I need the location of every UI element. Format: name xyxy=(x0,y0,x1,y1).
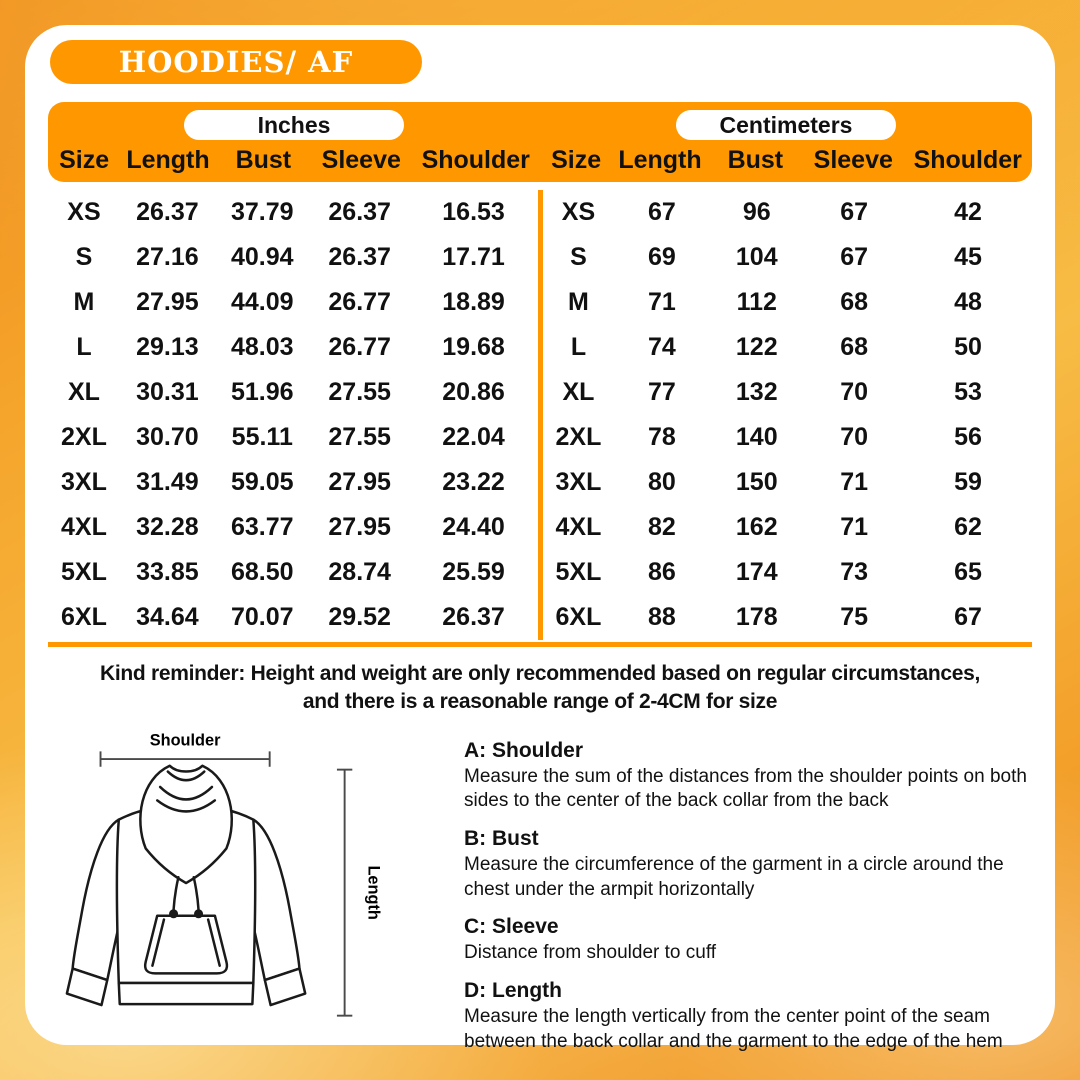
length-cell: 34.64 xyxy=(136,603,199,631)
length-cell: 27.95 xyxy=(136,288,199,316)
column-header: Length xyxy=(126,146,210,174)
sleeve-cell: 67 xyxy=(840,198,869,226)
size-cell: S xyxy=(570,243,587,271)
table-row xyxy=(543,190,1033,235)
bust-cell: 122 xyxy=(735,333,778,361)
centimeters-header xyxy=(540,102,1032,182)
centimeters-pill: Centimeters xyxy=(676,110,896,140)
length-cell: 29.13 xyxy=(136,333,199,361)
length-cell: 80 xyxy=(647,468,676,496)
shoulder-cell: 65 xyxy=(954,558,982,586)
sleeve-cell: 27.95 xyxy=(328,468,391,496)
length-cell: 27.16 xyxy=(136,243,199,271)
column-header: Sleeve xyxy=(321,146,401,174)
length-cell: 32.28 xyxy=(136,513,199,541)
table-row xyxy=(48,370,538,415)
size-cell: XL xyxy=(67,378,100,406)
shoulder-cell: 25.59 xyxy=(442,558,505,586)
column-header: Shoulder xyxy=(421,146,530,174)
shoulder-cell: 20.86 xyxy=(442,378,505,406)
length-cell: 69 xyxy=(647,243,676,271)
sleeve-cell: 71 xyxy=(840,513,869,541)
length-cell: 30.70 xyxy=(136,423,199,451)
shoulder-cell: 18.89 xyxy=(442,288,505,316)
shoulder-cell: 26.37 xyxy=(442,603,505,631)
instruction-item xyxy=(464,915,1028,966)
sleeve-cell: 75 xyxy=(840,603,869,631)
shoulder-cell: 24.40 xyxy=(442,513,505,541)
sleeve-cell: 28.74 xyxy=(328,558,391,586)
bust-cell: 48.03 xyxy=(230,333,294,361)
product-title-pill xyxy=(50,40,422,84)
size-cell: M xyxy=(568,288,589,316)
shoulder-cell: 22.04 xyxy=(442,423,505,451)
instruction-body: Distance from shoulder to cuff xyxy=(464,942,717,964)
centimeters-table xyxy=(543,190,1033,640)
instruction-title: B: Bust xyxy=(464,827,539,851)
shoulder-cell: 23.22 xyxy=(442,468,505,496)
shoulder-cell: 56 xyxy=(954,423,982,451)
length-cell: 33.85 xyxy=(136,558,199,586)
bust-cell: 150 xyxy=(735,468,778,496)
instruction-item xyxy=(464,979,1028,1054)
shoulder-cell: 67 xyxy=(954,603,982,631)
size-cell: 4XL xyxy=(61,513,107,541)
bust-cell: 96 xyxy=(742,198,771,226)
column-header: Shoulder xyxy=(913,146,1022,174)
table-row xyxy=(543,460,1033,505)
shoulder-cell: 16.53 xyxy=(442,198,505,226)
horizontal-divider xyxy=(48,642,1032,647)
bust-cell: 174 xyxy=(735,558,778,586)
hoodie-outline xyxy=(67,765,305,1004)
column-header: Bust xyxy=(235,146,292,174)
inches-table xyxy=(48,190,538,640)
sleeve-cell: 71 xyxy=(840,468,869,496)
instruction-body: Measure the sum of the distances from the shoulder points on both sides to the center of the back collar from the back xyxy=(464,765,1027,812)
bust-cell: 59.05 xyxy=(230,468,294,496)
column-header: Size xyxy=(551,146,602,174)
sleeve-cell: 29.52 xyxy=(328,603,391,631)
sleeve-cell: 26.77 xyxy=(328,288,391,316)
table-row xyxy=(543,550,1033,595)
instruction-title: A: Shoulder xyxy=(464,738,583,762)
column-header: Bust xyxy=(727,146,784,174)
bust-cell: 63.77 xyxy=(230,513,294,541)
shoulder-cell: 59 xyxy=(954,468,982,496)
instruction-item xyxy=(464,739,1028,814)
sleeve-cell: 73 xyxy=(840,558,869,586)
sleeve-cell: 27.55 xyxy=(328,378,391,406)
column-header: Length xyxy=(618,146,702,174)
size-cell: 5XL xyxy=(555,558,602,586)
size-cell: M xyxy=(73,288,95,316)
length-cell: 26.37 xyxy=(136,198,199,226)
bust-cell: 68.50 xyxy=(230,558,294,586)
bust-cell: 104 xyxy=(735,243,778,271)
table-row xyxy=(543,370,1033,415)
table-row xyxy=(543,415,1033,460)
shoulder-cell: 50 xyxy=(954,333,982,361)
centimeters-column-headers xyxy=(540,146,1032,175)
table-row xyxy=(543,235,1033,280)
sleeve-cell: 26.37 xyxy=(328,243,391,271)
length-cell: 82 xyxy=(647,513,676,541)
inches-header xyxy=(48,102,540,182)
size-cell: 3XL xyxy=(555,468,602,496)
sleeve-cell: 68 xyxy=(840,333,869,361)
reminder-line-2: and there is a reasonable range of 2-4CM for size xyxy=(302,690,778,714)
size-cell: 6XL xyxy=(61,603,107,631)
measuring-instructions xyxy=(440,731,1032,1068)
length-cell: 67 xyxy=(647,198,676,226)
length-cell: 74 xyxy=(647,333,676,361)
table-row xyxy=(48,460,538,505)
bust-cell: 162 xyxy=(735,513,778,541)
size-cell: L xyxy=(76,333,92,361)
sleeve-cell: 26.37 xyxy=(328,198,391,226)
table-row xyxy=(543,325,1033,370)
shoulder-cell: 48 xyxy=(954,288,982,316)
sleeve-cell: 68 xyxy=(840,288,869,316)
length-cell: 78 xyxy=(647,423,676,451)
bust-cell: 44.09 xyxy=(230,288,294,316)
shoulder-cell: 19.68 xyxy=(442,333,505,361)
measurement-guide xyxy=(48,731,1032,1068)
length-cell: 31.49 xyxy=(136,468,199,496)
sleeve-cell: 67 xyxy=(840,243,869,271)
length-cell: 77 xyxy=(647,378,676,406)
instruction-title: D: Length xyxy=(464,979,562,1003)
sleeve-cell: 27.55 xyxy=(328,423,391,451)
bust-cell: 51.96 xyxy=(230,378,294,406)
bust-cell: 132 xyxy=(735,378,778,406)
shoulder-measure-label: Shoulder xyxy=(149,731,221,750)
instruction-item xyxy=(464,827,1028,902)
column-header: Sleeve xyxy=(813,146,893,174)
shoulder-cell: 45 xyxy=(954,243,982,271)
table-row xyxy=(48,280,538,325)
length-cell: 71 xyxy=(647,288,676,316)
length-measure-line xyxy=(337,769,352,1015)
shoulder-cell: 42 xyxy=(954,198,982,226)
instruction-body: Measure the circumference of the garment in a circle around the chest under the armpit horizontally xyxy=(464,854,1004,900)
size-cell: 2XL xyxy=(555,423,602,451)
column-header: Size xyxy=(59,146,110,174)
sleeve-cell: 26.77 xyxy=(328,333,391,361)
hoodie-diagram xyxy=(48,731,440,1068)
bust-cell: 140 xyxy=(735,423,778,451)
reminder-line-1: Kind reminder: Height and weight are only recommended based on regular circumstances, xyxy=(99,662,981,685)
length-cell: 86 xyxy=(647,558,676,586)
table-row xyxy=(543,505,1033,550)
table-row xyxy=(48,595,538,640)
shoulder-cell: 53 xyxy=(954,378,982,406)
sleeve-cell: 70 xyxy=(840,423,869,451)
bust-cell: 178 xyxy=(735,603,778,631)
kind-reminder xyxy=(48,660,1032,717)
shoulder-cell: 17.71 xyxy=(442,243,505,271)
table-row xyxy=(543,595,1033,640)
length-measure-label: Length xyxy=(364,865,383,920)
table-row xyxy=(48,235,538,280)
table-row xyxy=(48,415,538,460)
size-cell: 2XL xyxy=(61,423,107,451)
sleeve-cell: 70 xyxy=(840,378,869,406)
size-chart-card xyxy=(25,25,1055,1052)
size-cell: XL xyxy=(562,378,595,406)
table-row xyxy=(543,280,1033,325)
bust-cell: 40.94 xyxy=(230,243,294,271)
table-row xyxy=(48,550,538,595)
bust-cell: 112 xyxy=(736,288,777,316)
table-row xyxy=(48,190,538,235)
size-cell: 6XL xyxy=(555,603,602,631)
shoulder-cell: 62 xyxy=(954,513,982,541)
size-cell: L xyxy=(570,333,587,361)
inches-pill: Inches xyxy=(184,110,404,140)
inches-column-headers xyxy=(48,146,540,175)
shoulder-measure-line xyxy=(101,751,270,766)
bust-cell: 37.79 xyxy=(230,198,294,226)
sleeve-cell: 27.95 xyxy=(328,513,391,541)
table-row xyxy=(48,505,538,550)
bust-cell: 55.11 xyxy=(231,423,293,451)
size-tables xyxy=(48,182,1032,640)
bust-cell: 70.07 xyxy=(230,603,294,631)
size-cell: 5XL xyxy=(61,558,107,586)
instruction-title: C: Sleeve xyxy=(464,915,559,939)
table-row xyxy=(48,325,538,370)
size-cell: S xyxy=(75,243,93,271)
size-cell: XS xyxy=(67,198,101,226)
hoodie-line-drawing xyxy=(64,731,434,1037)
length-cell: 30.31 xyxy=(136,378,199,406)
size-cell: XS xyxy=(561,198,596,226)
units-band xyxy=(48,102,1032,182)
size-cell: 3XL xyxy=(61,468,107,496)
size-cell: 4XL xyxy=(555,513,602,541)
instruction-body: Measure the length vertically from the center point of the seam between the back collar and the garment to the edge of the hem xyxy=(464,1006,1003,1052)
product-title: HOODIES/ AF xyxy=(118,45,354,79)
length-cell: 88 xyxy=(647,603,676,631)
